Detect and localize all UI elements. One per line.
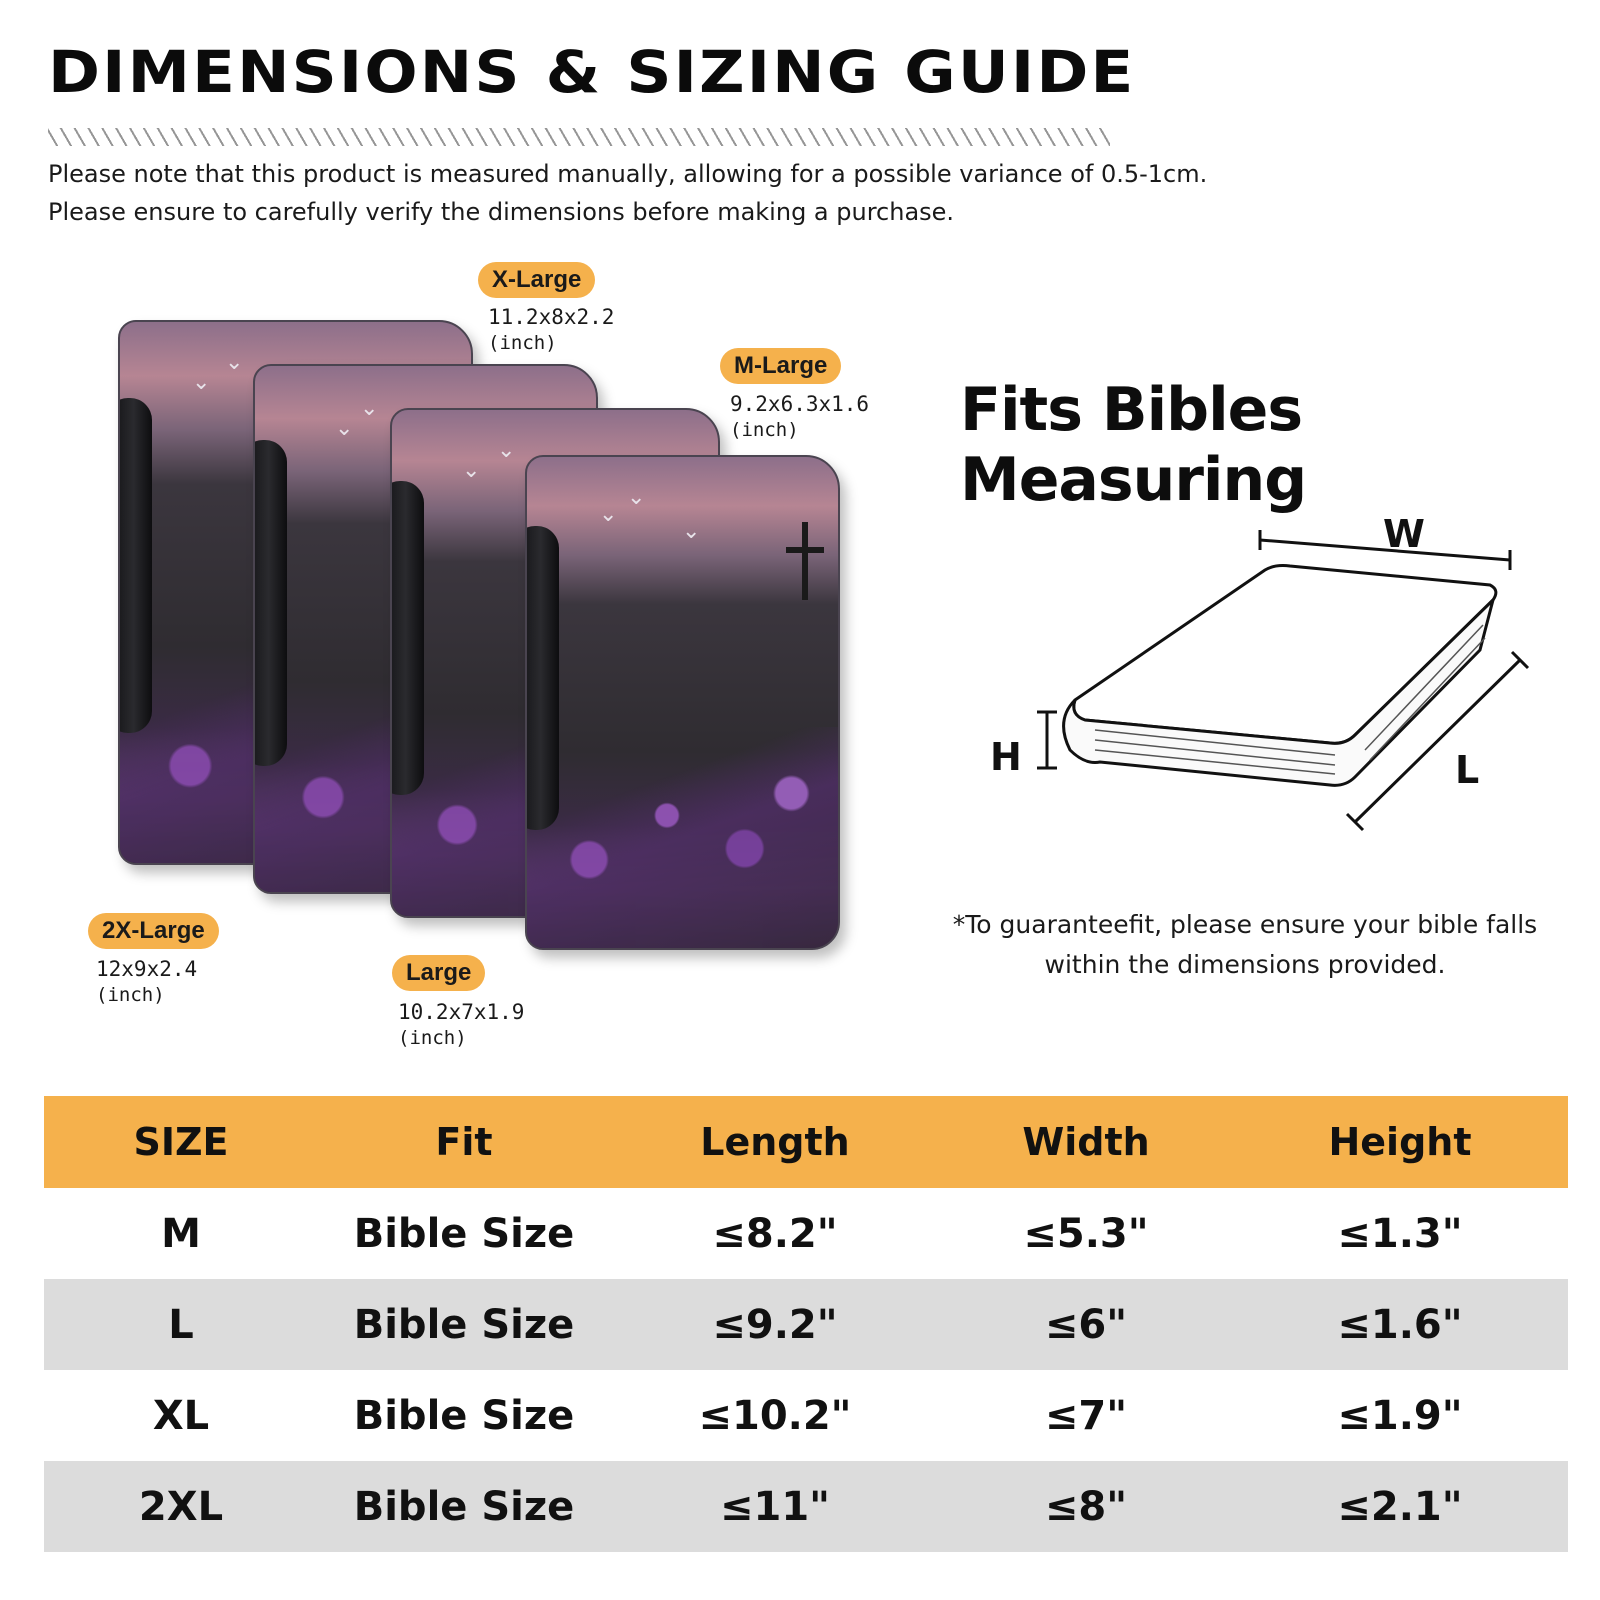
cell-width: ≤8" — [940, 1461, 1232, 1552]
guarantee-line-2: within the dimensions provided. — [1044, 950, 1446, 979]
header-width: Width — [940, 1096, 1232, 1188]
cell-fit: Bible Size — [353, 1392, 575, 1439]
badge-large: Large — [392, 955, 485, 991]
bird-icon: ⌄ — [497, 438, 516, 463]
fits-title: Fits Bibles Measuring — [960, 375, 1307, 515]
cell-size: XL — [152, 1392, 210, 1439]
cell-length: ≤8.2" — [712, 1210, 838, 1257]
cell-fit: Bible Size — [318, 1461, 610, 1552]
unit-m-large: (inch) — [730, 419, 799, 441]
bird-icon: ⌄ — [627, 485, 646, 510]
table-row — [44, 1279, 1568, 1370]
dims-large: 10.2x7x1.9 — [398, 1000, 525, 1024]
handle-icon — [253, 440, 287, 766]
cell-length: ≤10.2" — [698, 1392, 852, 1439]
cell-length: ≤11" — [610, 1461, 940, 1552]
dims-m-large: 9.2x6.3x1.6 — [730, 392, 870, 416]
table-row — [44, 1461, 1568, 1552]
bird-icon: ⌄ — [192, 370, 211, 395]
bird-icon: ⌄ — [360, 396, 379, 421]
badge-m-large: M-Large — [720, 348, 841, 384]
header-length: Length — [610, 1096, 940, 1188]
cell-height: ≤2.1" — [1232, 1461, 1568, 1552]
cell-fit: Bible Size — [353, 1210, 575, 1257]
unit-x-large: (inch) — [488, 332, 557, 354]
cell-size: 2XL — [44, 1461, 318, 1552]
cell-height: ≤1.6" — [1232, 1279, 1568, 1370]
table-row — [44, 1188, 1568, 1279]
cell-length: ≤9.2" — [610, 1279, 940, 1370]
bird-icon: ⌄ — [682, 519, 701, 544]
book-dimensions-diagram — [975, 500, 1535, 850]
cell-width: ≤7" — [1044, 1392, 1128, 1439]
guarantee-line-1: *To guaranteefit, please ensure your bible falls — [952, 910, 1538, 939]
cell-size: L — [44, 1279, 318, 1370]
cell-height: ≤1.9" — [1337, 1392, 1463, 1439]
unit-large: (inch) — [398, 1027, 467, 1049]
cell-width: ≤6" — [940, 1279, 1232, 1370]
handle-icon — [525, 526, 559, 830]
bird-icon: ⌄ — [335, 416, 354, 441]
cell-height: ≤1.3" — [1337, 1210, 1463, 1257]
verify-note: Please ensure to carefully verify the dimensions before making a purchase. — [48, 198, 955, 226]
header-height: Height — [1232, 1096, 1568, 1188]
cell-size: M — [161, 1210, 201, 1257]
header-size: SIZE — [44, 1096, 318, 1188]
label-length: L — [1455, 748, 1480, 792]
table-row — [44, 1370, 1568, 1461]
measurement-note: Please note that this product is measured manually, allowing for a possible variance of 0.5-1cm. — [48, 160, 1208, 188]
cover-m-large — [525, 455, 840, 950]
dims-x-large: 11.2x8x2.2 — [488, 305, 615, 329]
bird-icon: ⌄ — [462, 458, 481, 483]
page-title: DIMENSIONS & SIZING GUIDE — [48, 38, 1136, 106]
handle-icon — [390, 481, 424, 795]
guarantee-note — [920, 905, 1570, 985]
bird-icon: ⌄ — [225, 350, 244, 375]
bird-icon: ⌄ — [599, 502, 618, 527]
cross-icon — [802, 522, 808, 600]
label-height: H — [990, 735, 1022, 779]
size-table — [44, 1096, 1568, 1552]
dims-2x-large: 12x9x2.4 — [96, 957, 198, 981]
label-width: W — [1383, 512, 1425, 556]
header-fit: Fit — [318, 1096, 610, 1188]
table-header-row — [44, 1096, 1568, 1188]
cell-width: ≤5.3" — [1023, 1210, 1149, 1257]
handle-icon — [118, 398, 152, 733]
badge-2x-large: 2X-Large — [88, 913, 219, 949]
cell-fit: Bible Size — [318, 1279, 610, 1370]
badge-x-large: X-Large — [478, 262, 595, 298]
hatch-divider — [48, 128, 1110, 146]
unit-2x-large: (inch) — [96, 984, 165, 1006]
